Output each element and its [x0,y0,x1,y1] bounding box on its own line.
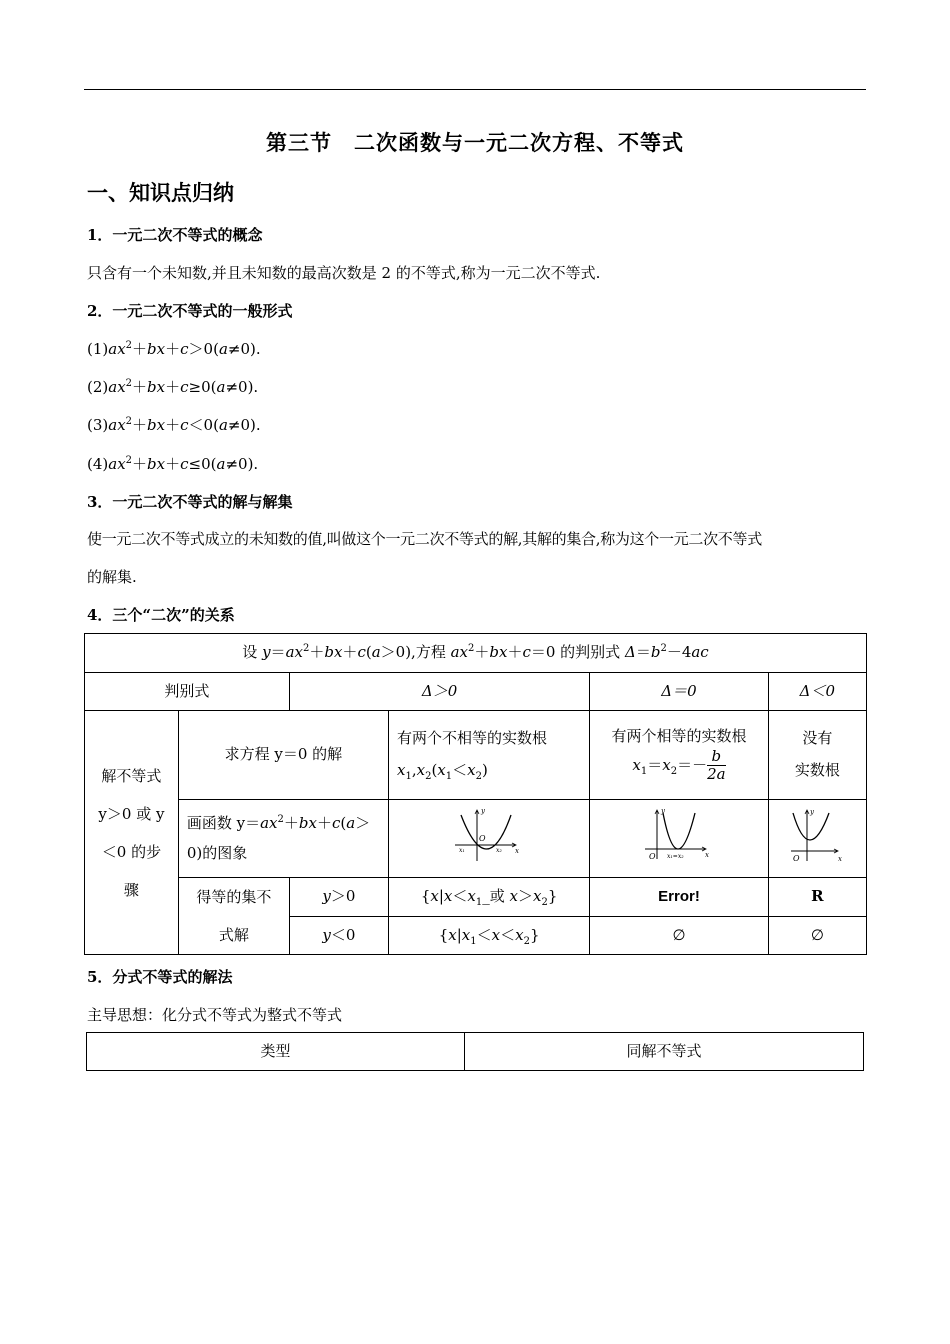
svg-text:x₂: x₂ [496,847,502,855]
equivalent-header: 同解不等式 [465,1033,864,1071]
header-rule [84,89,866,90]
graph-zero-discriminant [590,800,768,878]
form-1: $(1)ax^2+bx+c>0(a\ne 0)$. [87,340,261,358]
form-3: $(3)ax^2+bx+c<0(a\ne 0)$. [87,416,261,434]
svg-text:x: x [515,847,520,856]
svg-text:y: y [661,807,665,816]
svg-text:O: O [479,834,486,844]
lt-zero-label: y＜0 [289,917,388,955]
item2-title: 2．一元二次不等式的一般形式 [87,302,293,320]
case-positive: Δ＞0 [289,673,589,711]
item3-line1: 使一元二次不等式成立的未知数的值,叫做这个一元二次不等式的解,其解的集合,称为这个一元二次不等式 [87,530,762,548]
parabola-two-roots-icon [449,805,529,865]
svg-text:O: O [649,852,656,862]
gt-zero-label: y＞0 [289,878,388,917]
section-heading: 一、知识点归纳 [87,180,234,205]
item3-line2: 的解集. [87,568,137,586]
svg-text:x₁=x₂: x₁=x₂ [667,853,684,861]
case-negative: Δ＜0 [768,673,866,711]
two-distinct-roots: 有两个不相等的实数根 $x_1,x_2(x_1<x_2)$ [388,711,589,800]
form-2: $(2)ax^2+bx+c\ge 0(a\ne 0)$. [87,378,259,396]
svg-text:y: y [481,807,486,816]
type-header: 类型 [87,1033,465,1071]
item5-title: 5．分式不等式的解法 [87,968,233,986]
item5-text: 主导思想：化分式不等式为整式不等式 [87,1006,343,1024]
item4-title: 4．三个“二次”的关系 [87,606,235,624]
gt-solution-none: R [768,878,866,917]
two-equal-roots: 有两个相等的实数根 $x_1=x_2=-$ $\frac{b}{2a}$ [590,711,768,800]
fraction-inequality-table [86,1032,864,1071]
svg-text:O: O [793,854,800,864]
solution-set-label: 得等的集不 式解 [178,878,289,955]
gt-solution-distinct: {$x|x<x_1\_$或 $x>x_2$} [388,878,589,917]
quadratic-relation-table [84,633,867,955]
lt-solution-equal: ∅ [590,917,768,955]
svg-text:x₁: x₁ [459,847,465,855]
gt-solution-equal: Error! [590,878,768,917]
graph-positive-discriminant [388,800,589,878]
steps-label: 解不等式 y＞0 或 y ＜0 的步 骤 [85,711,179,955]
table-header: 设 $y=ax^2+bx+c(a>0)$,方程 $ax^2+bx+c=0$ 的判别式 $\Delta=b^2-4ac$ [85,634,867,673]
graph-label: 画函数 $y=ax^2+bx+c(a>$ 0)的图象 [178,800,388,878]
lt-solution-distinct: $\{x|x_1<x<x_2\}$ [388,917,589,955]
svg-text:y: y [810,808,815,817]
page-title: 第三节 二次函数与一元二次方程、不等式 [266,130,684,155]
lt-solution-none: ∅ [768,917,866,955]
item3-title: 3．一元二次不等式的解与解集 [87,493,293,511]
case-zero: Δ＝0 [590,673,768,711]
no-real-roots: 没有 实数根 [768,711,866,800]
discriminant-label: 判别式 [85,673,290,711]
item1-title: 1．一元二次不等式的概念 [87,226,263,244]
form-4: $(4)ax^2+bx+c\le 0(a\ne 0)$. [87,455,259,473]
solve-equation-label: 求方程 y＝0 的解 [178,711,388,800]
parabola-one-root-icon [639,805,719,865]
parabola-no-root-icon [787,805,847,865]
item1-text: 只含有一个未知数,并且未知数的最高次数是 2 的不等式,称为一元二次不等式. [87,264,601,282]
svg-text:x: x [705,851,709,860]
svg-text:x: x [838,855,843,864]
graph-negative-discriminant [768,800,866,878]
